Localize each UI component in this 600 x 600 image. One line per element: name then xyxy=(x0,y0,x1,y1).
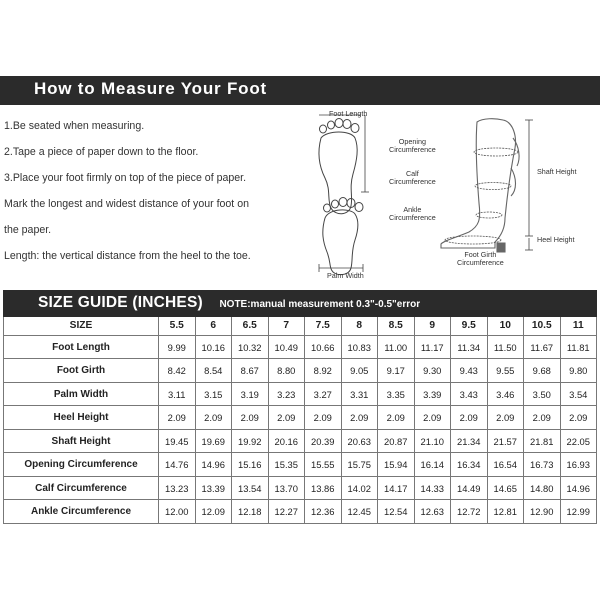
table-cell: 14.02 xyxy=(341,476,378,500)
table-cell: 9.05 xyxy=(341,359,378,383)
table-cell: 3.54 xyxy=(560,382,597,406)
table-cell: 20.63 xyxy=(341,429,378,453)
table-cell: 13.39 xyxy=(195,476,232,500)
size-guide-title: SIZE GUIDE (INCHES) xyxy=(38,294,203,312)
table-cell: 14.33 xyxy=(414,476,451,500)
calf-circumference-ring xyxy=(475,183,511,190)
table-cell: 14.65 xyxy=(487,476,524,500)
row-label: Shaft Height xyxy=(4,429,159,453)
size-row xyxy=(4,316,597,335)
table-cell: 10.83 xyxy=(341,335,378,359)
row-label: Ankle Circumference xyxy=(4,500,159,524)
table-cell: 20.87 xyxy=(378,429,415,453)
foot-length-label: Foot Length xyxy=(329,109,368,118)
table-cell: 12.99 xyxy=(560,500,597,524)
banner-title: How to Measure Your Foot xyxy=(34,79,267,98)
table-row xyxy=(4,429,597,453)
table-cell: 13.86 xyxy=(305,476,342,500)
instruction-line: the paper. xyxy=(4,224,52,236)
table-cell: 12.81 xyxy=(487,500,524,524)
row-label: Foot Length xyxy=(4,335,159,359)
table-cell: 2.09 xyxy=(378,406,415,430)
table-cell: 14.80 xyxy=(524,476,561,500)
table-cell: 12.00 xyxy=(159,500,196,524)
table-cell: 14.76 xyxy=(159,453,196,477)
table-cell: 10.66 xyxy=(305,335,342,359)
diagram-artwork xyxy=(305,108,600,288)
table-cell: 12.63 xyxy=(414,500,451,524)
table-cell: 16.54 xyxy=(487,453,524,477)
table-cell: 11.67 xyxy=(524,335,561,359)
size-label: SIZE xyxy=(4,316,159,335)
row-label: Opening Circumference xyxy=(4,453,159,477)
table-cell: 11.34 xyxy=(451,335,488,359)
heel-height-label: Heel Height xyxy=(537,235,575,244)
table-cell: 20.39 xyxy=(305,429,342,453)
table-cell: 15.55 xyxy=(305,453,342,477)
shaft-height-label: Shaft Height xyxy=(537,167,577,176)
table-cell: 12.90 xyxy=(524,500,561,524)
table-cell: 16.14 xyxy=(414,453,451,477)
table-cell: 15.16 xyxy=(232,453,269,477)
table-cell: 3.15 xyxy=(195,382,232,406)
row-label: Palm Width xyxy=(4,382,159,406)
table-cell: 21.10 xyxy=(414,429,451,453)
foot-girth-ring xyxy=(445,236,501,244)
table-cell: 3.39 xyxy=(414,382,451,406)
table-cell: 12.09 xyxy=(195,500,232,524)
table-cell: 3.27 xyxy=(305,382,342,406)
table-cell: 2.09 xyxy=(341,406,378,430)
table-cell: 11.17 xyxy=(414,335,451,359)
table-row xyxy=(4,453,597,477)
table-row xyxy=(4,476,597,500)
table-cell: 11.50 xyxy=(487,335,524,359)
table-cell: 3.23 xyxy=(268,382,305,406)
table-cell: 16.93 xyxy=(560,453,597,477)
table-cell: 8.80 xyxy=(268,359,305,383)
table-cell: 3.35 xyxy=(378,382,415,406)
size-column-header: 10 xyxy=(487,316,524,335)
table-cell: 8.54 xyxy=(195,359,232,383)
table-cell: 9.17 xyxy=(378,359,415,383)
table-cell: 10.49 xyxy=(268,335,305,359)
table-cell: 2.09 xyxy=(560,406,597,430)
table-cell: 19.45 xyxy=(159,429,196,453)
table-cell: 9.30 xyxy=(414,359,451,383)
table-cell: 3.11 xyxy=(159,382,196,406)
calf-circumference-label: Calf Circumference xyxy=(389,169,436,186)
table-cell: 14.17 xyxy=(378,476,415,500)
palm-width-footprint-icon xyxy=(323,198,363,275)
table-cell: 20.16 xyxy=(268,429,305,453)
table-cell: 3.43 xyxy=(451,382,488,406)
boot-outline-icon xyxy=(441,119,519,252)
table-row xyxy=(4,500,597,524)
table-row xyxy=(4,406,597,430)
table-cell: 2.09 xyxy=(414,406,451,430)
instruction-line: 3.Place your foot firmly on top of the piece of paper. xyxy=(4,172,247,184)
table-row xyxy=(4,335,597,359)
instruction-line: 1.Be seated when measuring. xyxy=(4,120,145,132)
table-cell: 15.35 xyxy=(268,453,305,477)
table-cell: 12.27 xyxy=(268,500,305,524)
table-cell: 12.72 xyxy=(451,500,488,524)
instruction-line: Length: the vertical distance from the heel to the toe. xyxy=(4,250,251,262)
instruction-line: 2.Tape a piece of paper down to the floor. xyxy=(4,146,199,158)
table-cell: 9.80 xyxy=(560,359,597,383)
instruction-line: Mark the longest and widest distance of your foot on xyxy=(4,198,249,210)
table-cell: 9.55 xyxy=(487,359,524,383)
table-cell: 14.96 xyxy=(195,453,232,477)
row-label: Foot Girth xyxy=(4,359,159,383)
table-cell: 13.70 xyxy=(268,476,305,500)
opening-circumference-label: Opening Circumference xyxy=(389,137,436,154)
table-cell: 14.49 xyxy=(451,476,488,500)
table-cell: 11.00 xyxy=(378,335,415,359)
table-cell: 2.09 xyxy=(487,406,524,430)
size-column-header: 5.5 xyxy=(159,316,196,335)
table-cell: 3.50 xyxy=(524,382,561,406)
measure-banner xyxy=(0,76,600,105)
foot-girth-label: Foot Girth Circumference xyxy=(457,250,504,267)
table-cell: 11.81 xyxy=(560,335,597,359)
size-column-header: 6.5 xyxy=(232,316,269,335)
table-cell: 19.69 xyxy=(195,429,232,453)
size-column-header: 9 xyxy=(414,316,451,335)
table-cell: 2.09 xyxy=(268,406,305,430)
row-label: Heel Height xyxy=(4,406,159,430)
table-cell: 2.09 xyxy=(305,406,342,430)
table-cell: 16.34 xyxy=(451,453,488,477)
size-guide-note: NOTE:manual measurement 0.3"-0.5"error xyxy=(219,299,421,311)
size-column-header: 11 xyxy=(560,316,597,335)
table-cell: 13.23 xyxy=(159,476,196,500)
table-cell: 8.92 xyxy=(305,359,342,383)
table-cell: 3.19 xyxy=(232,382,269,406)
opening-circumference-ring xyxy=(474,148,518,156)
table-cell: 21.57 xyxy=(487,429,524,453)
size-guide-table xyxy=(3,290,597,524)
table-cell: 2.09 xyxy=(451,406,488,430)
size-column-header: 7 xyxy=(268,316,305,335)
table-cell: 2.09 xyxy=(232,406,269,430)
table-cell: 9.99 xyxy=(159,335,196,359)
table-cell: 12.54 xyxy=(378,500,415,524)
table-cell: 9.43 xyxy=(451,359,488,383)
table-row xyxy=(4,359,597,383)
palm-width-label: Palm Width xyxy=(327,271,364,280)
table-cell: 2.09 xyxy=(195,406,232,430)
table-cell: 8.67 xyxy=(232,359,269,383)
table-cell: 15.94 xyxy=(378,453,415,477)
table-cell: 9.68 xyxy=(524,359,561,383)
table-cell: 10.32 xyxy=(232,335,269,359)
table-cell: 21.34 xyxy=(451,429,488,453)
measurement-diagram xyxy=(305,108,600,288)
table-cell: 14.96 xyxy=(560,476,597,500)
size-guide-header xyxy=(4,291,597,317)
table-cell: 8.42 xyxy=(159,359,196,383)
table-cell: 13.54 xyxy=(232,476,269,500)
table-row xyxy=(4,382,597,406)
table-cell: 21.81 xyxy=(524,429,561,453)
table-cell: 2.09 xyxy=(159,406,196,430)
size-column-header: 6 xyxy=(195,316,232,335)
foot-length-footprint-icon xyxy=(319,119,359,214)
table-cell: 3.31 xyxy=(341,382,378,406)
row-label: Calf Circumference xyxy=(4,476,159,500)
table-cell: 12.36 xyxy=(305,500,342,524)
table-cell: 12.45 xyxy=(341,500,378,524)
size-column-header: 8.5 xyxy=(378,316,415,335)
table-cell: 19.92 xyxy=(232,429,269,453)
size-column-header: 7.5 xyxy=(305,316,342,335)
ankle-circumference-label: Ankle Circumference xyxy=(389,205,436,222)
table-cell: 3.46 xyxy=(487,382,524,406)
table-cell: 12.18 xyxy=(232,500,269,524)
size-column-header: 10.5 xyxy=(524,316,561,335)
size-column-header: 8 xyxy=(341,316,378,335)
table-cell: 22.05 xyxy=(560,429,597,453)
size-column-header: 9.5 xyxy=(451,316,488,335)
table-cell: 2.09 xyxy=(524,406,561,430)
table-cell: 15.75 xyxy=(341,453,378,477)
table-cell: 16.73 xyxy=(524,453,561,477)
table-cell: 10.16 xyxy=(195,335,232,359)
